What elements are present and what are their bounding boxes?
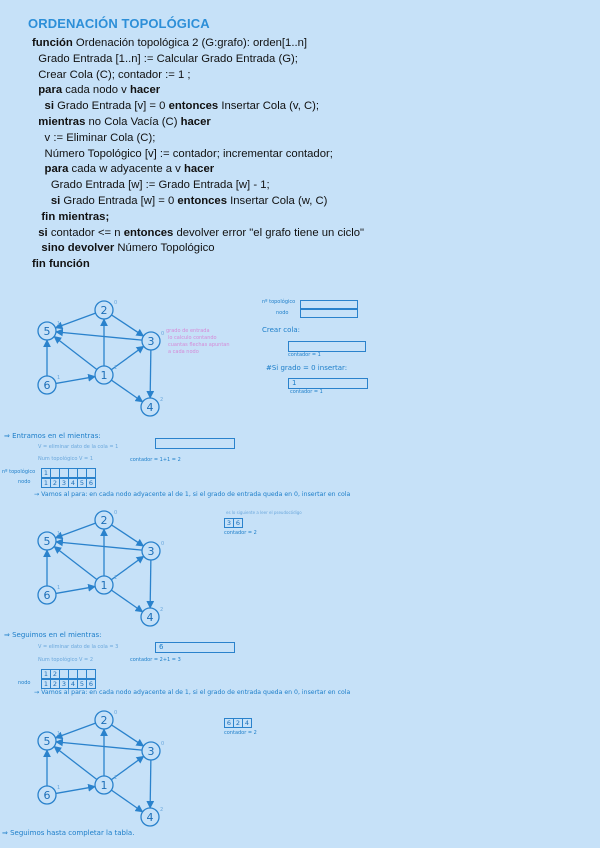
indegree-label: 1 xyxy=(114,775,118,781)
n-topologico-label: nº topológico xyxy=(262,299,296,305)
indegree-label: 0 xyxy=(114,300,118,306)
graph-node-label: 3 xyxy=(147,745,155,758)
keyword: fin función xyxy=(32,258,90,271)
table-2-bottom xyxy=(41,679,96,689)
table-cell xyxy=(78,469,87,477)
code-text: Número Topológico [v] := contador; incrementar contador; xyxy=(32,147,333,160)
graph-edge xyxy=(56,542,142,550)
graph-edge xyxy=(112,315,144,336)
graph-node-label: 4 xyxy=(146,811,154,824)
code-line xyxy=(32,36,364,52)
nodo-label-2: nodo xyxy=(18,479,31,485)
num-topo-1: Num topológico V = 1 xyxy=(38,456,93,462)
code-text: Insertar Cola (w, C) xyxy=(227,194,328,207)
graph-node-label: 5 xyxy=(43,535,51,548)
code-text: contador <= n xyxy=(47,226,124,239)
v-eliminar-1: V = eliminar dato de la cola = 1 xyxy=(38,444,119,450)
table-cell: 2 xyxy=(51,479,60,487)
code-text: Grado Entrada [w] = 0 xyxy=(60,194,178,207)
annotation-3: cuantas flechas apuntan xyxy=(168,342,230,348)
table-cell: 2 xyxy=(51,670,60,678)
keyword: sino devolver xyxy=(32,242,115,255)
graph-edge xyxy=(56,787,95,794)
table-cell: 1 xyxy=(42,680,51,688)
table-cell: 6 xyxy=(235,519,241,527)
code-text: cada nodo v xyxy=(62,84,130,97)
table-1-bottom xyxy=(41,478,96,488)
graph-node-label: 6 xyxy=(43,589,51,602)
table-1-top xyxy=(41,468,96,478)
table-cell: 6 xyxy=(88,680,94,688)
contador-2: contador = 1+1 = 2 xyxy=(130,457,181,463)
nodo-label: nodo xyxy=(276,310,289,316)
keyword: hacer xyxy=(180,115,211,128)
annotation-2: lo calculo contando xyxy=(168,335,217,341)
vamos-al-para-2: → Vamos al para: en cada nodo adyacente al de 1, si el grado de entrada queda en 0, insertar en cola xyxy=(34,689,351,696)
table-cell xyxy=(69,469,78,477)
code-line xyxy=(32,210,364,226)
keyword: si xyxy=(32,194,61,207)
graph-edge xyxy=(55,313,95,328)
graph-edge xyxy=(150,760,151,808)
graph-node-label: 1 xyxy=(100,579,108,592)
keyword: fin mientras; xyxy=(32,210,110,223)
code-line xyxy=(32,257,364,273)
graph-edge xyxy=(56,742,142,750)
contador-1-label: contador = 1 xyxy=(288,352,321,358)
code-text: Insertar Cola (v, C); xyxy=(218,100,320,113)
contador-3: contador = 2+1 = 3 xyxy=(130,657,181,663)
table-cell: 1 xyxy=(42,479,51,487)
keyword: mientras xyxy=(32,115,86,128)
code-line xyxy=(32,52,364,68)
indegree-label: 1 xyxy=(57,585,61,591)
graph-node-label: 3 xyxy=(147,545,155,558)
indegree-label: 1 xyxy=(57,785,61,791)
code-line xyxy=(32,83,364,99)
si-grado-label: #Si grado = 0 insertar: xyxy=(266,364,348,372)
graph-node-label: 4 xyxy=(146,611,154,624)
table-cell xyxy=(60,670,69,678)
graph-node-label: 4 xyxy=(146,401,154,414)
keyword: para xyxy=(32,84,63,97)
code-text: v := Eliminar Cola (C); xyxy=(32,131,156,144)
keyword: si xyxy=(32,226,48,239)
num-topo-2: Num topológico V = 2 xyxy=(38,657,93,663)
cola-box-1 xyxy=(288,341,366,352)
table-cell: 1 xyxy=(42,469,51,477)
graph-edge xyxy=(56,587,95,594)
indegree-label: 2 xyxy=(160,397,164,403)
cola-box-4: 6 xyxy=(155,642,235,653)
indegree-label: 1 xyxy=(57,731,61,737)
code-line xyxy=(32,131,364,147)
cola-box-2: 1 xyxy=(288,378,368,389)
code-line xyxy=(32,99,364,115)
graph-edge xyxy=(111,790,142,812)
table-cell: 4 xyxy=(69,680,78,688)
indegree-label: 0 xyxy=(161,741,165,747)
keyword: función xyxy=(32,37,73,49)
graph-edge xyxy=(111,380,142,402)
code-line xyxy=(32,241,364,257)
contador-1b-label: contador = 1 xyxy=(290,389,323,395)
graph-node-label: 1 xyxy=(100,369,108,382)
table-cell: 5 xyxy=(78,479,87,487)
indegree-label: 0 xyxy=(114,510,118,516)
indegree-label: 1 xyxy=(57,375,61,381)
code-text: Grado Entrada [1..n] := Calcular Grado Entrada (G); xyxy=(32,52,298,65)
table-cell: 4 xyxy=(244,719,250,727)
table-cell: 3 xyxy=(225,519,234,527)
graph-edge xyxy=(54,546,97,579)
graph-edge xyxy=(55,723,95,738)
graph-edge xyxy=(54,336,97,369)
page-title: ORDENACIÓN TOPOLÓGICA xyxy=(28,16,210,31)
table-cell: 5 xyxy=(78,680,87,688)
keyword: entonces xyxy=(177,194,227,207)
code-line xyxy=(32,178,364,194)
code-line xyxy=(32,115,364,131)
indegree-label: 0 xyxy=(161,331,165,337)
code-line xyxy=(32,68,364,84)
nodo-box xyxy=(300,309,358,318)
note-tiny: es lo siguiente a leer el pseudocódigo xyxy=(226,510,302,515)
indegree-label: 1 xyxy=(114,575,118,581)
keyword: si xyxy=(32,100,54,113)
contador-2b: contador = 2 xyxy=(224,530,257,536)
code-text: no Cola Vacía (C) xyxy=(85,115,181,128)
table-cell xyxy=(60,469,69,477)
pseudocode-block xyxy=(32,36,364,273)
code-text: cada w adyacente a v xyxy=(68,163,184,176)
code-line xyxy=(32,194,364,210)
table-cell xyxy=(87,670,95,678)
graph-node-label: 3 xyxy=(147,335,155,348)
graph-node-label: 2 xyxy=(100,514,108,527)
code-line xyxy=(32,147,364,163)
code-text: Ordenación topológica 2 (G:grafo): orden[1..n] xyxy=(72,37,308,49)
table-cell: 3 xyxy=(60,479,69,487)
indegree-label: 2 xyxy=(160,807,164,813)
cola-3-6 xyxy=(224,518,243,528)
graph-edge xyxy=(111,590,142,612)
keyword: entonces xyxy=(168,100,219,113)
keyword: hacer xyxy=(129,84,161,97)
code-text: Grado Entrada [w] := Grado Entrada [w] - 1; xyxy=(32,179,270,192)
indegree-label: 1 xyxy=(57,531,61,537)
contador-3b: contador = 2 xyxy=(224,730,257,736)
table-cell: 2 xyxy=(234,719,243,727)
code-text: Crear Cola (C); contador := 1 ; xyxy=(32,68,191,81)
indegree-label: 1 xyxy=(57,321,61,327)
v-eliminar-2: V = eliminar dato de la cola = 3 xyxy=(38,644,119,650)
table-cell: 6 xyxy=(225,719,234,727)
indegree-label: 1 xyxy=(114,365,118,371)
graph-node-label: 2 xyxy=(100,714,108,727)
seguimos-final: ⇒ Seguimos hasta completar la tabla. xyxy=(2,829,135,837)
table-cell: 4 xyxy=(69,479,78,487)
graph-edge xyxy=(55,523,95,538)
code-line xyxy=(32,226,364,242)
table-cell xyxy=(69,670,78,678)
keyword: para xyxy=(32,163,69,176)
graph-edge xyxy=(150,560,151,608)
table-cell: 6 xyxy=(88,479,94,487)
table-cell xyxy=(51,469,60,477)
nodo-label-3: nodo xyxy=(18,680,31,686)
crear-cola-label: Crear cola: xyxy=(262,326,301,334)
graph-node-label: 1 xyxy=(100,779,108,792)
graph-node-label: 6 xyxy=(43,789,51,802)
graph-edge xyxy=(54,746,97,779)
graph-node-label: 6 xyxy=(43,379,51,392)
cola-box-3 xyxy=(155,438,235,449)
code-text: Grado Entrada [v] = 0 xyxy=(53,100,169,113)
graph-edge xyxy=(56,332,142,340)
vamos-al-para-1: → Vamos al para: en cada nodo adyacente al de 1, si el grado de entrada queda en 0, insertar en cola xyxy=(34,491,351,498)
graph-edge xyxy=(56,377,95,384)
graph-edge xyxy=(112,725,144,746)
indegree-label: 0 xyxy=(114,710,118,716)
keyword: entonces xyxy=(123,226,174,239)
code-line xyxy=(32,162,364,178)
table-cell: 3 xyxy=(60,680,69,688)
indegree-label: 0 xyxy=(161,541,165,547)
annotation-4: a cada nodo xyxy=(168,349,199,355)
graph-node-label: 2 xyxy=(100,304,108,317)
seguimos-1-label: ⇒ Seguimos en el mientras: xyxy=(4,631,102,639)
table-cell xyxy=(87,469,95,477)
cola-6-2-4 xyxy=(224,718,252,728)
code-text: devolver error "el grafo tiene un ciclo" xyxy=(173,226,365,239)
graph-edge xyxy=(150,350,151,398)
graph-node-label: 5 xyxy=(43,325,51,338)
table-cell xyxy=(78,670,87,678)
code-text: Número Topológico xyxy=(114,242,215,255)
graph-node-label: 5 xyxy=(43,735,51,748)
table-cell: 2 xyxy=(51,680,60,688)
keyword: hacer xyxy=(183,163,215,176)
entramos-label: ⇒ Entramos en el mientras: xyxy=(4,432,101,440)
n-topologico-box xyxy=(300,300,358,309)
graph-edge xyxy=(112,525,144,546)
n-topologico-label-2: nº topológico xyxy=(2,469,36,475)
annotation-1: grado de entrada xyxy=(166,328,210,334)
table-2-top xyxy=(41,669,96,679)
table-cell: 1 xyxy=(42,670,51,678)
indegree-label: 2 xyxy=(160,607,164,613)
